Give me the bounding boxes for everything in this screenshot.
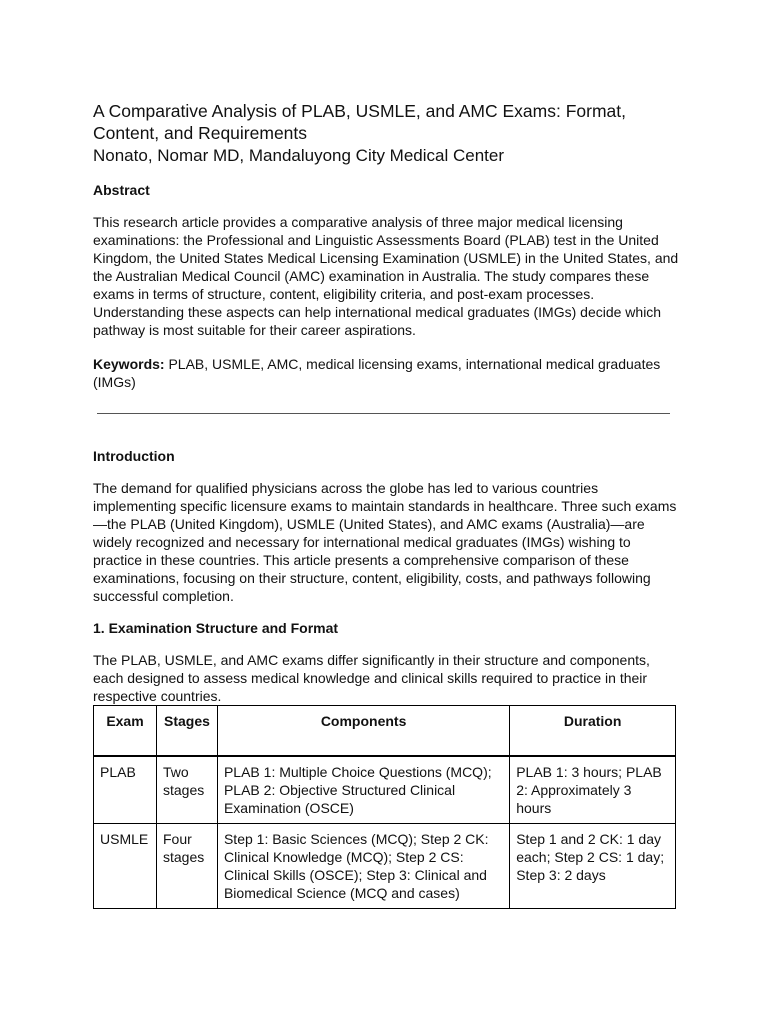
table-row [94, 756, 676, 824]
abstract-heading: Abstract [93, 182, 150, 198]
keywords-paragraph [93, 355, 683, 391]
introduction-text: The demand for qualified physicians across the globe has led to various countries implementing specific licensure exams to maintain standards in healthcare. Three such exams—the PLAB (United Kingdom), USMLE (United States), and AMC exams (Australia)—are widely recognized and necessary for international medical graduates (IMGs) wishing to practice in these countries. This article presents a comprehensive comparison of these examinations, focusing on their structure, content, eligibility, costs, and pathways following successful completion. [93, 480, 677, 604]
keywords-text: PLAB, USMLE, AMC, medical licensing exams, international medical graduates (IMGs) [93, 356, 661, 390]
document-body [93, 100, 683, 705]
introduction-heading: Introduction [93, 448, 175, 464]
table-cell: PLAB [94, 756, 157, 824]
table-cell: Four stages [156, 823, 217, 908]
table-cell: PLAB 1: Multiple Choice Questions (MCQ); PLAB 2: Objective Structured Clinical Examination (OSCE) [217, 756, 509, 824]
section1-heading: 1. Examination Structure and Format [93, 620, 339, 636]
paper-authors: Nonato, Nomar MD, Mandaluyong City Medical Center [93, 146, 505, 165]
table-header-cell: Exam [94, 706, 157, 756]
section1-text: The PLAB, USMLE, and AMC exams differ significantly in their structure and components, each designed to assess medical knowledge and clinical skills required to practice in their respective countries. [93, 652, 650, 704]
table-cell: Step 1 and 2 CK: 1 day each; Step 2 CS: 1 day; Step 3: 2 days [510, 823, 676, 908]
table-header-row [94, 706, 676, 756]
keywords-label: Keywords: [93, 356, 165, 372]
comparison-table [93, 705, 676, 909]
table-row [94, 823, 676, 908]
table-cell: USMLE [94, 823, 157, 908]
table-header-cell: Stages [156, 706, 217, 756]
table-cell: Step 1: Basic Sciences (MCQ); Step 2 CK: Clinical Knowledge (MCQ); Step 2 CS: Clinical Skills (OSCE); Step 3: Clinical and Biomedical Science (MCQ and cases) [217, 823, 509, 908]
table-header-cell: Components [217, 706, 509, 756]
table-cell: Two stages [156, 756, 217, 824]
section-divider [97, 413, 670, 414]
abstract-text: This research article provides a comparative analysis of three major medical licensing examinations: the Professional and Linguistic Assessments Board (PLAB) test in the United Kingdom, the United States Medical Licensing Examination (USMLE) in the United States, and the Australian Medical Council (AMC) examination in Australia. The study compares these exams in terms of structure, content, eligibility criteria, and post-exam processes. Understanding these aspects can help international medical graduates (IMGs) decide which pathway is most suitable for their career aspirations. [93, 214, 679, 338]
table-cell: PLAB 1: 3 hours; PLAB 2: Approximately 3 hours [510, 756, 676, 824]
table-header-cell: Duration [510, 706, 676, 756]
paper-title: A Comparative Analysis of PLAB, USMLE, and AMC Exams: Format, Content, and Requirements [93, 101, 626, 143]
